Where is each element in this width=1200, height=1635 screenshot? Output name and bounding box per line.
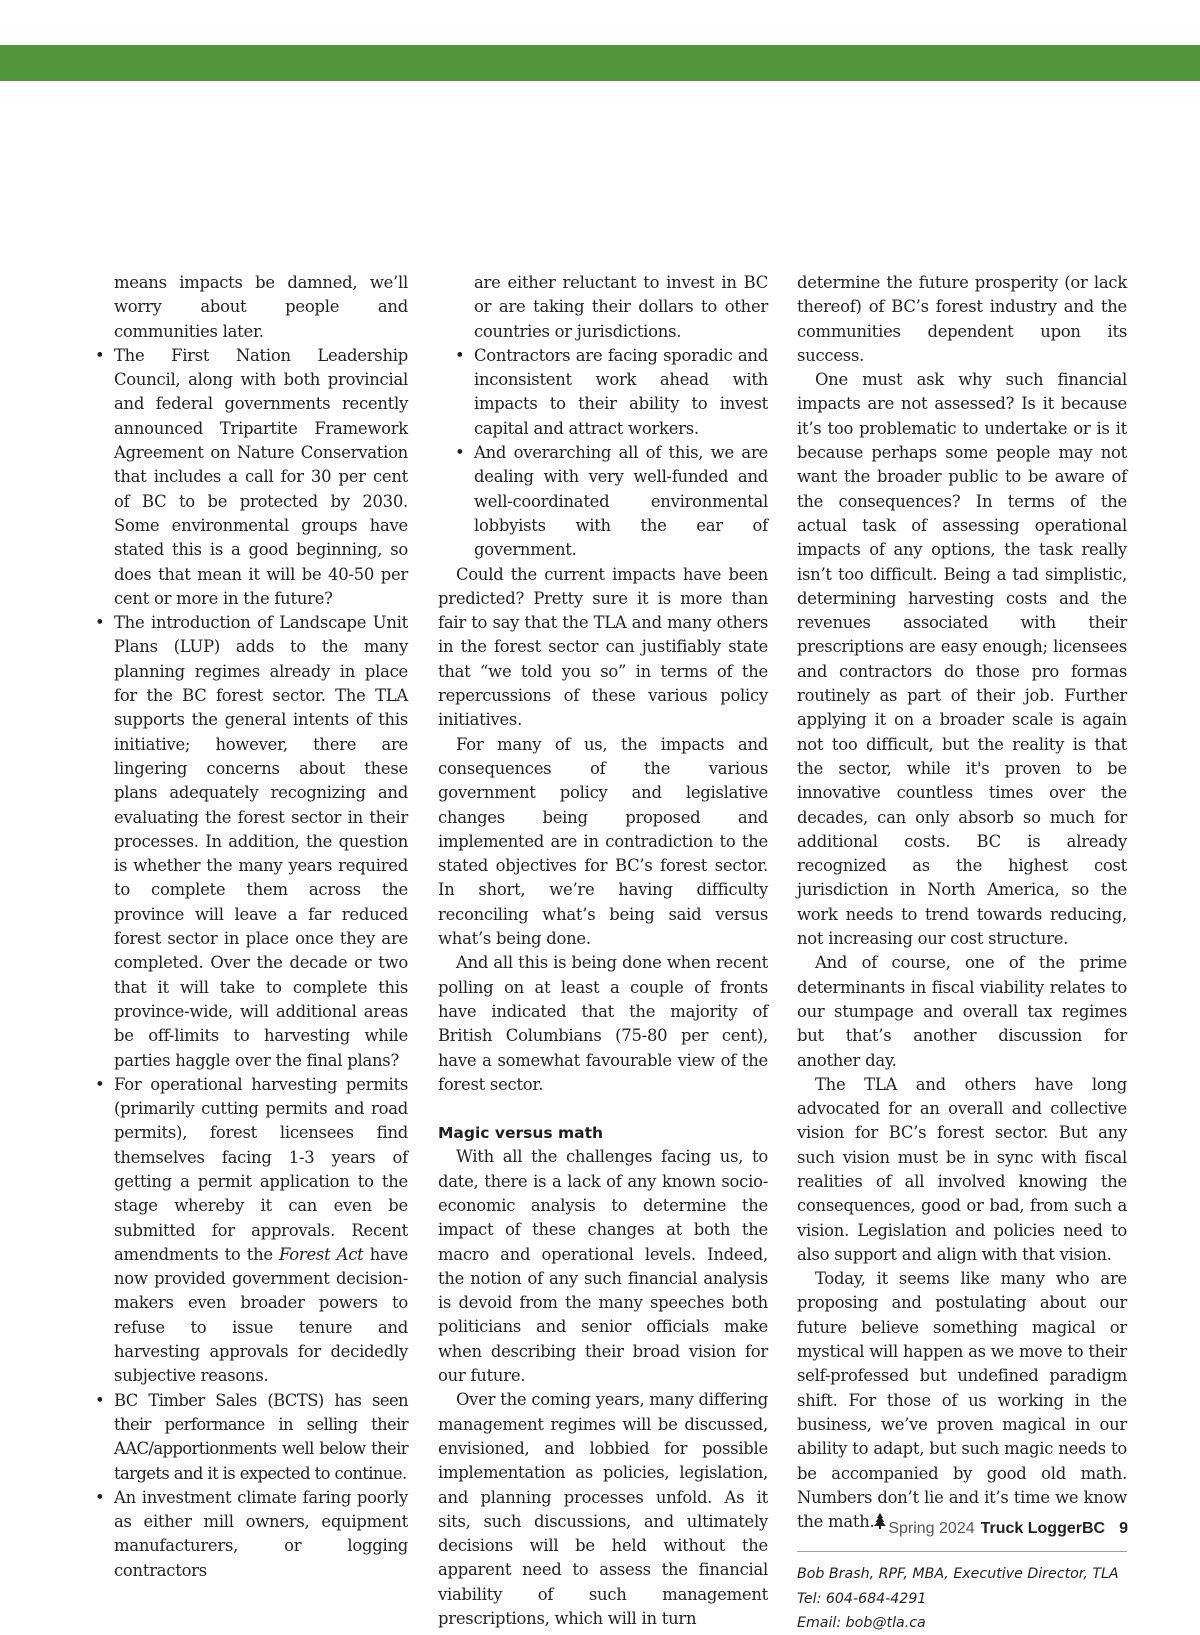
list-item-text: For operational harvesting permits (primarily cutting permits and road permits), forest licensees find themselves facing 1-3 years of getting a permit application to the stage whereby it can even be submitted for approvals. Recent amendments to the: [114, 1074, 408, 1264]
body-paragraph: For many of us, the impacts and consequences of the various government policy and legislative changes being proposed and implemented are in contradiction to the stated objectives for BC’s forest sector. In short, we’re having difficulty reconciling what’s being said versus what’s being done.: [438, 734, 768, 949]
issue-list: [438, 344, 768, 563]
issue-date: Spring 2024: [888, 1520, 975, 1537]
list-item: • The introduction of Landscape Unit Plans (LUP) adds to the many planning regimes already in place for the BC forest sector. The TLA supports the general intents of this initiative; however, there are lingering concerns about these plans adequately recognizing and evaluating the forest sector in their processes. In addition, the question is whether the many years required to complete them across the province will leave a far reduced forest sector in place once they are completed. Over the decade or two that it will take to complete this province-wide, will additional areas be off-limits to harvesting while parties haggle over the final plans?: [114, 611, 408, 1073]
article-column-2: [438, 271, 768, 1631]
header-accent-bar: [0, 45, 1200, 81]
list-item: • And overarching all of this, we are dealing with very well-funded and well-coordinated environmental lobbyists with the ear of government.: [474, 441, 768, 562]
signature-block: [797, 1562, 1127, 1635]
closing-text: Today, it seems like many who are proposing and postulating about our future believe something magical or mystical will happen as we move to their self-professed but undefined paradigm shift. For those of us working in the business, we’ve proven magical in our ability to adapt, but such magic needs to be accompanied by good old math. Numbers don’t lie and it’s time we know the math.: [797, 1269, 1127, 1532]
list-item-text: have now provided government decision-makers even broader powers to refuse to issue tenure and harvesting approvals for decidedly subjective reasons.: [114, 1244, 408, 1386]
author-phone: Tel: 604-684-4291: [797, 1590, 927, 1607]
forest-act-title: Forest Act: [279, 1244, 364, 1264]
continued-bullet-text: are either reluctant to invest in BC or are taking their dollars to other countries or jurisdictions.: [474, 273, 768, 341]
body-paragraph: With all the challenges facing us, to date, there is a lack of any known socio-economic analysis to determine the impact of these changes at both the macro and operational levels. Indeed, the notion of any such financial analysis is devoid from the many speeches both politicians and senior officials make when describing their broad vision for our future.: [438, 1147, 768, 1386]
list-item: [114, 1073, 408, 1389]
body-paragraph: And all this is being done when recent polling on at least a couple of fronts have indicated that the majority of British Columbians (75-80 per cent), have a somewhat favourable view of the forest sector.: [438, 953, 768, 1094]
continued-bullet-text: means impacts be damned, we’ll worry about people and communities later.: [114, 273, 408, 341]
page-footer: [888, 1520, 1128, 1538]
tree-icon: [874, 1515, 886, 1531]
body-paragraph: The TLA and others have long advocated for an overall and collective vision for BC’s forest sector. But any such vision must be in sync with fiscal realities of all involved knowing the consequences, good or bad, from such a vision. Legislation and policies need to also support and align with that vision.: [797, 1074, 1127, 1264]
body-paragraph: One must ask why such financial impacts are not assessed? Is it because it’s too problematic to undertake or is it because perhaps some people may not want the broader public to be aware of the consequences? In terms of the actual task of assessing operational impacts of any options, the task really isn’t too difficult. Being a tad simplistic, determining harvesting costs and the revenues associated with their prescriptions are easy enough; licensees and contractors do those pro formas routinely as part of their job. Further applying it on a broader scale is again not too difficult, but the reality is that the sector, while it's proven to be innovative countless times over the decades, can only absorb so much for additional costs. BC is already recognized as the highest cost jurisdiction in North America, so the work needs to trend towards reducing, not increasing our cost structure.: [797, 370, 1127, 949]
list-item: • BC Timber Sales (BCTS) has seen their performance in selling their AAC/apportionments well below their targets and it is expected to continue.: [114, 1389, 408, 1486]
body-paragraph: Over the coming years, many differing management regimes will be discussed, envisioned, and lobbied for possible implementation as policies, legislation, and planning processes unfold. As it sits, such discussions, and ultimately decisions will be held without the apparent need to assess the financial viability of such management prescriptions, which will in turn: [438, 1390, 768, 1629]
article-column-3: [797, 271, 1127, 1635]
author-email: Email: bob@tla.ca: [797, 1615, 926, 1632]
section-heading: Magic versus math: [438, 1124, 604, 1143]
list-item: • The First Nation Leadership Council, along with both provincial and federal governments recently announced Tripartite Framework Agreement on Nature Conservation that includes a call for 30 per cent of BC to be protected by 2030. Some environmental groups have stated this is a good beginning, so does that mean it will be 40-50 per cent or more in the future?: [114, 344, 408, 611]
body-paragraph: And of course, one of the prime determinants in fiscal viability relates to our stumpage and overall tax regimes but that’s another discussion for another day.: [797, 953, 1127, 1070]
body-paragraph: determine the future prosperity (or lack thereof) of BC’s forest industry and the communities dependent upon its success.: [797, 273, 1127, 365]
signature-divider: [797, 1551, 1127, 1552]
list-item: • Contractors are facing sporadic and inconsistent work ahead with impacts to their ability to invest capital and attract workers.: [474, 344, 768, 441]
closing-paragraph: [797, 1267, 1127, 1535]
author-name: Bob Brash, RPF, MBA, Executive Director, TLA: [797, 1566, 1119, 1583]
page-number: 9: [1119, 1520, 1128, 1537]
issue-list: [78, 344, 408, 1583]
body-paragraph: Could the current impacts have been predicted? Pretty sure it is more than fair to say that the TLA and many others in the forest sector can justifiably state that “we told you so” in terms of the repercussions of these various policy initiatives.: [438, 564, 768, 730]
list-item: • An investment climate faring poorly as either mill owners, equipment manufacturers, or logging contractors: [114, 1486, 408, 1583]
magazine-title: Truck LoggerBC: [980, 1520, 1106, 1537]
article-column-1: [78, 271, 408, 1583]
